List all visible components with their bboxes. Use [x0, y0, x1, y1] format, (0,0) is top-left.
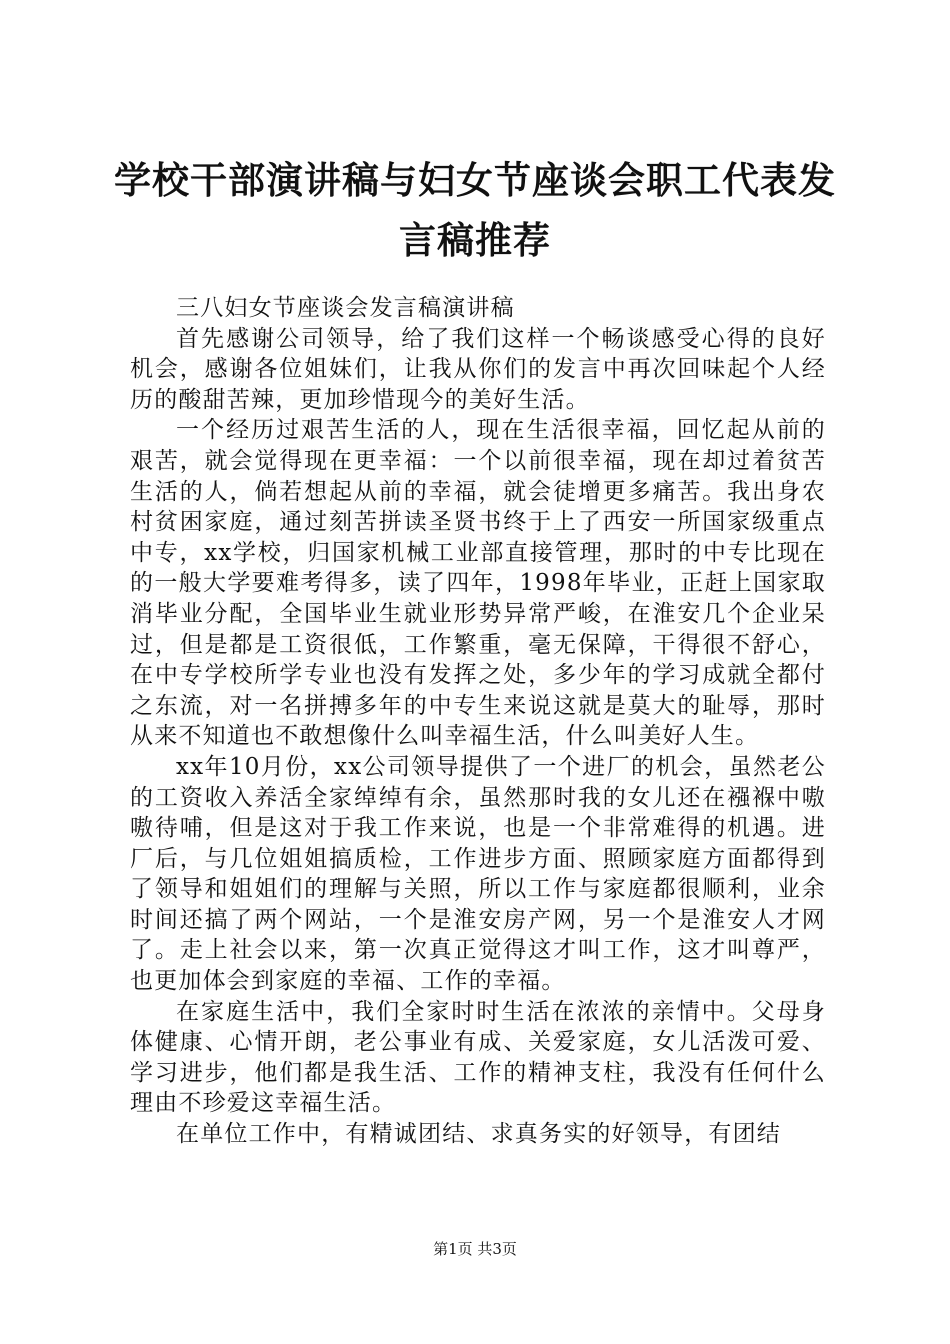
paragraph: 一个经历过艰苦生活的人，现在生活很幸福，回忆起从前的艰苦，就会觉得现在更幸福：一个以前很幸福，现在却过着贫苦生活的人，倘若想起从前的幸福，就会徒增更多痛苦。我出身农村贫困家庭，通过刻苦拼读圣贤书终于上了西安一所国家级重点中专，xx学校，归国家机械工业部直接管理，那时的中专比现在的一般大学要难考得多，读了四年，1998年毕业，正赶上国家取消毕业分配，全国毕业生就业形势异常严峻，在淮安几个企业呆过，但是都是工资很低，工作繁重，毫无保障，干得很不舒心，在中专学校所学专业也没有发挥之处，多少年的学习成就全都付之东流，对一名拼搏多年的中专生来说这就是莫大的耻辱，那时从来不知道也不敢想像什么叫幸福生活，什么叫美好人生。: [130, 417, 826, 750]
paragraph: 在单位工作中，有精诚团结、求真务实的好领导，有团结: [176, 1121, 781, 1148]
document-body: [130, 293, 826, 1150]
paragraph: 在家庭生活中，我们全家时时生活在浓浓的亲情中。父母身体健康、心情开朗，老公事业有成、关爱家庭，女儿活泼可爱、学习进步，他们都是我生活、工作的精神支柱，我没有任何什么理由不珍爱这幸福生活。: [130, 998, 826, 1117]
paragraph-heading: 三八妇女节座谈会发言稿演讲稿: [176, 295, 515, 321]
paragraph: 首先感谢公司领导，给了我们这样一个畅谈感受心得的良好机会，感谢各位姐妹们，让我从你们的发言中再次回味起个人经历的酸甜苦辣，更加珍惜现今的美好生活。: [130, 325, 826, 413]
page-number-footer: 第1页 共3页: [433, 1240, 517, 1258]
document-title: 学校干部演讲稿与妇女节座谈会职工代表发言稿推荐: [114, 158, 836, 262]
paragraph: xx年10月份，xx公司领导提供了一个进厂的机会，虽然老公的工资收入养活全家绰绰有余，虽然那时我的女儿还在襁褓中嗷嗷待哺，但是这对于我工作来说，也是一个非常难得的机遇。进厂后，与几位姐姐搞质检，工作进步方面、照顾家庭方面都得到了领导和姐姐们的理解与关照，所以工作与家庭都很顺利，业余时间还搞了两个网站，一个是淮安房产网，另一个是淮安人才网了。走上社会以来，第一次真正觉得这才叫工作，这才叫尊严，也更加体会到家庭的幸福、工作的幸福。: [130, 753, 826, 995]
